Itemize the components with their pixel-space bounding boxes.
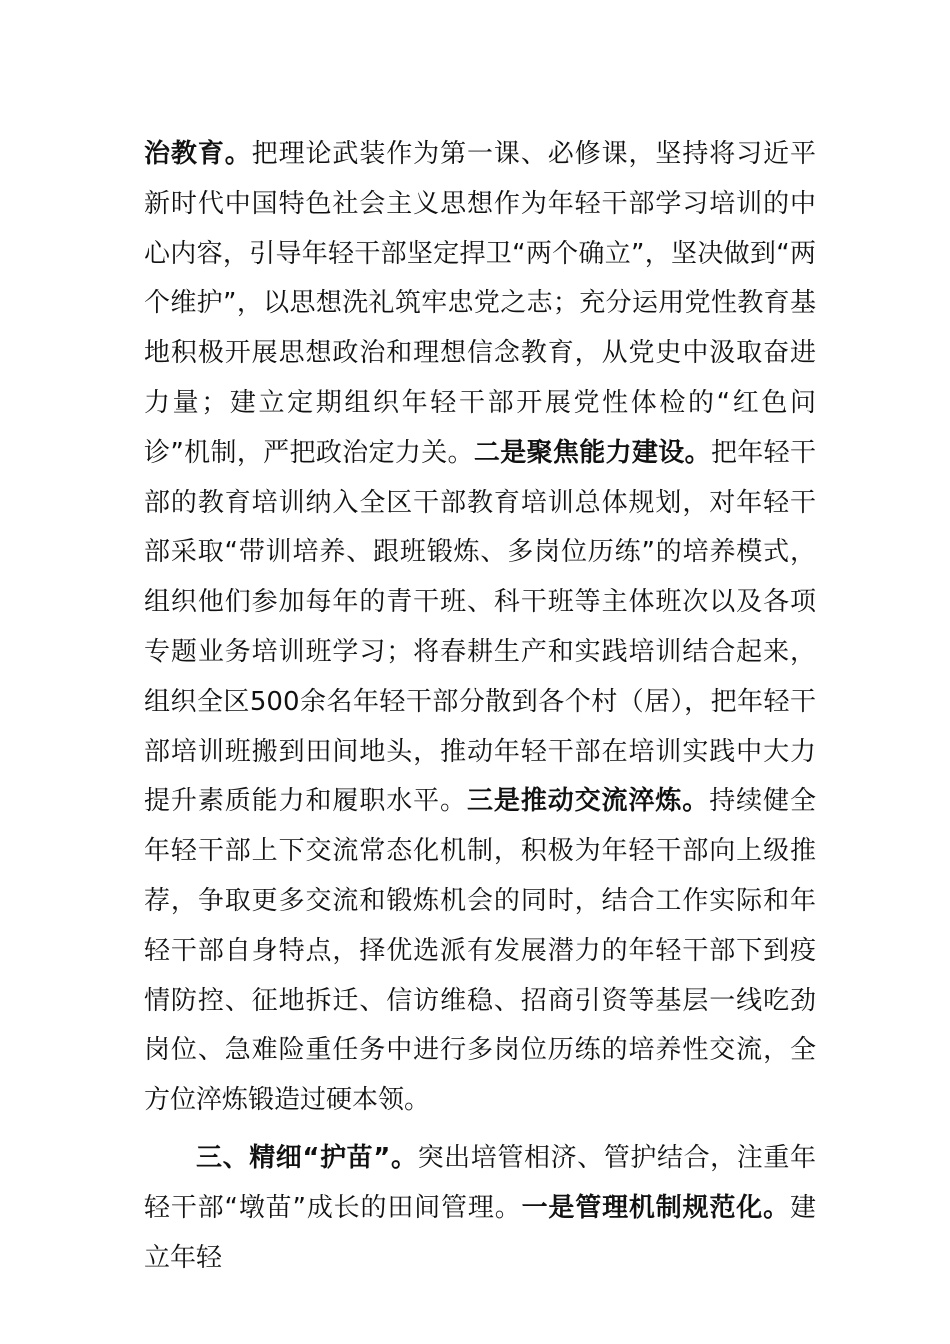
- body-text-exchange: 持续健全年轻干部上下交流常态化机制，积极为年轻干部向上级推荐，争取更多交流和锻炼机会的同时，结合工作实际和年轻干部自身特点，择优选派有发展潜力的年轻干部下到疫情防控、征地拆迁、信访维稳、招商引资等基层一线吃劲岗位、急难险重任务中进行多岗位历练的培养性交流，全方位淬炼锻造过硬本领。: [144, 786, 816, 1116]
- bold-heading-mechanism: 一是管理机制规范化。: [521, 1192, 790, 1223]
- body-text-theory: 把理论武装作为第一课、必修课，坚持将习近平新时代中国特色社会主义思想作为年轻干部学习培训的中心内容，引导年轻干部坚定捍卫“两个确立”，坚决做到“两个维护”，以思想洗礼筑牢忠党之志；充分运用党性教育基地积极开展思想政治和理想信念教育，从党史中汲取奋进力量；建立定期组织年轻干部开展党性体检的“红色问诊”机制，严把政治定力关。: [144, 139, 816, 468]
- paragraph-political-education: [144, 130, 816, 1126]
- body-text-training: 把年轻干部的教育培训纳入全区干部教育培训总体规划，对年轻干部采取“带训培养、跟班锻炼、多岗位历练”的培养模式，组织他们参加每年的青干班、科干班等主体班次以及各项专题业务培训班学习；将春耕生产和实践培训结合起来，组织全区500余名年轻干部分散到各个村（居），把年轻干部培训班搬到田间地头，推动年轻干部在培训实践中大力提升素质能力和履职水平。: [144, 437, 816, 817]
- bold-heading-political-education: 治教育。: [144, 139, 252, 169]
- bold-heading-exchange: 三是推动交流淬炼。: [466, 786, 710, 817]
- bold-heading-capability-building: 二是聚焦能力建设。: [473, 437, 711, 468]
- body-text-establish: 建立年轻: [144, 1192, 816, 1273]
- section-heading-three: 三、精细“护苗”。: [196, 1142, 418, 1173]
- document-body: [144, 130, 816, 1283]
- paragraph-section-three: [144, 1134, 816, 1283]
- body-text-management: 突出培管相济、管护结合，注重年轻干部“墩苗”成长的田间管理。: [144, 1142, 816, 1223]
